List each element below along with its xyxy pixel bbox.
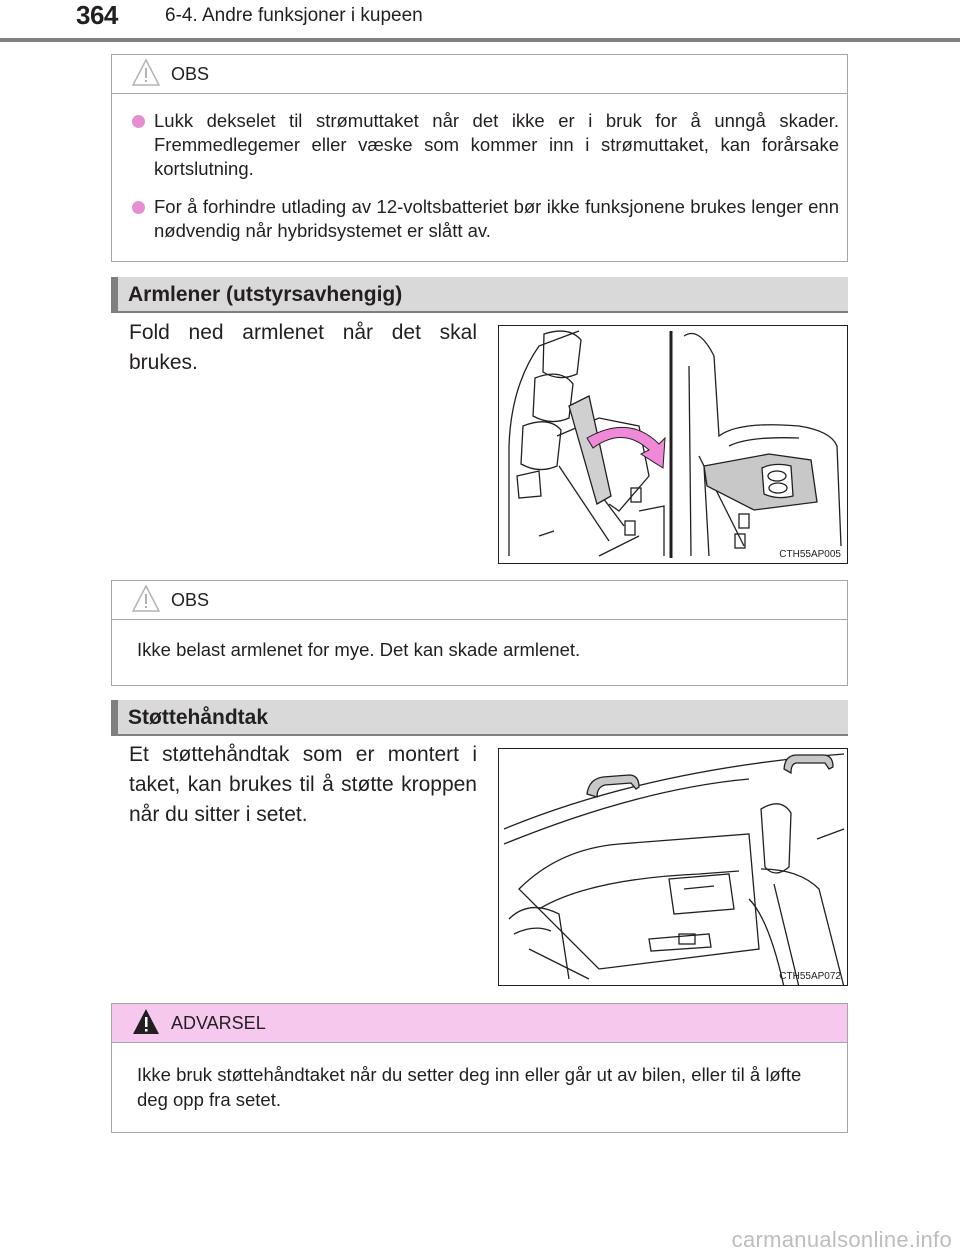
section-title: Armlener (utstyrsavhengig) (128, 283, 403, 306)
notice-header (112, 55, 847, 94)
section-heading-armrest (111, 277, 848, 313)
section-heading-grip (111, 700, 848, 736)
notice-advarsel (111, 1003, 848, 1133)
watermark: carmanualsonline.info (731, 1227, 952, 1252)
notice-obs-1 (111, 54, 848, 262)
figure-code: CTH55AP005 (779, 549, 841, 560)
bullet-dot-icon (132, 201, 145, 214)
list-item-text: For å forhindre utlading av 12-voltsbatteriet bør ikke funksjonene brukes lenger enn nødvendig når hybridsystemet er slått av. (154, 196, 839, 241)
caution-triangle-icon (131, 584, 161, 614)
notice-label: OBS (171, 64, 210, 84)
list-item (132, 109, 839, 181)
armrest-body-text: Fold ned armlenet når det skal brukes. (129, 321, 477, 374)
notice-obs-2 (111, 580, 848, 686)
notice-header (112, 581, 847, 620)
grip-handle-illustration (498, 748, 848, 986)
notice-text: Ikke belast armlenet for mye. Det kan skade armlenet. (137, 639, 581, 660)
notice-list (132, 109, 839, 257)
armrest-drawing (499, 326, 848, 564)
page-number: 364 (76, 0, 118, 30)
notice-text: Ikke bruk støttehåndtaket når du setter deg inn eller går ut av bilen, eller til å løfte deg opp fra setet. (137, 1064, 802, 1110)
grip-body-text: Et støttehåndtak som er montert i taket, kan brukes til å støtte kroppen når du sitter i setet. (129, 743, 477, 826)
grip-handle-drawing (499, 749, 848, 986)
caution-triangle-icon (131, 58, 161, 88)
section-edge (111, 277, 118, 313)
notice-label: OBS (171, 590, 210, 610)
bullet-dot-icon (132, 115, 145, 128)
header-rule (0, 38, 960, 42)
section-title: Støttehåndtak (128, 706, 269, 729)
section-edge (111, 700, 118, 736)
notice-label: ADVARSEL (171, 1013, 266, 1033)
armrest-illustration (498, 325, 848, 564)
chapter-title: 6-4. Andre funksjoner i kupeen (165, 5, 423, 26)
list-item (132, 195, 839, 243)
warning-triangle-icon (131, 1007, 161, 1037)
figure-code: CTH55AP072 (779, 971, 841, 982)
list-item-text: Lukk dekselet til strømuttaket når det ikke er i bruk for å unngå skader. Fremmedlegemer eller væske som kommer inn i strømuttaket, kan forårsake kortslutning. (154, 110, 839, 179)
notice-header (112, 1004, 847, 1043)
